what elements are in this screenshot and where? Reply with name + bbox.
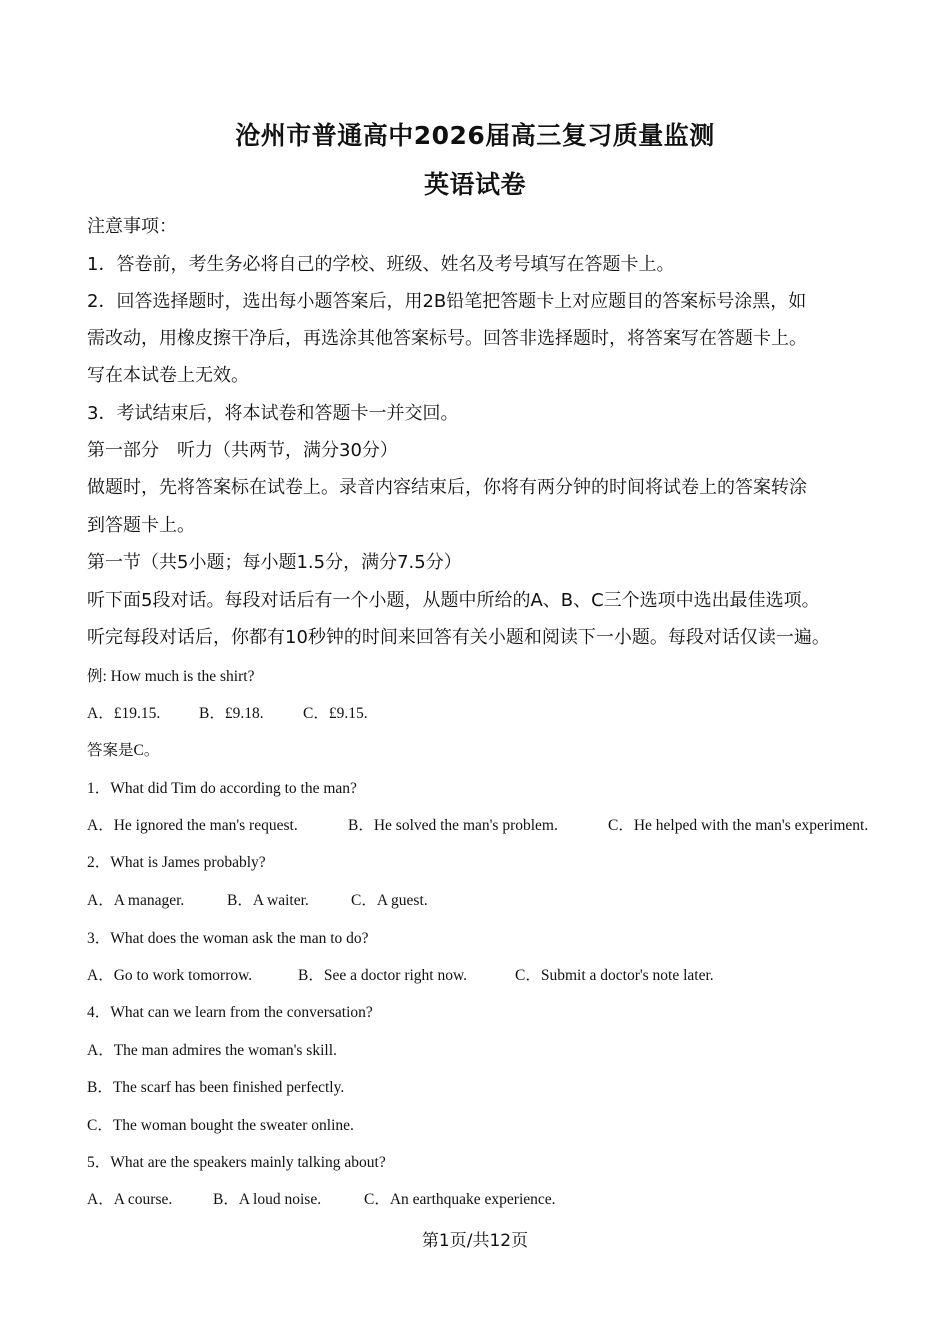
question-5-options xyxy=(87,1187,556,1209)
notes-item-2-line-2: 需改动，用橡皮擦干净后，再选涂其他答案标号。回答非选择题时，将答案写在答题卡上。 xyxy=(87,328,807,349)
question-3-option-a: A．Go to work tomorrow. xyxy=(87,967,253,984)
notes-item-3: 3．考试结束后，将本试卷和答题卡一并交回。 xyxy=(87,403,459,424)
part1-heading: 第一部分 听力（共两节，满分30分） xyxy=(87,440,398,461)
question-4: 4．What can we learn from the conversation? xyxy=(87,1004,373,1021)
section1-heading: 第一节（共5小题；每小题1.5分，满分7.5分） xyxy=(87,552,462,573)
notes-heading: 注意事项： xyxy=(87,216,177,237)
question-2-option-b: B．A waiter. xyxy=(227,892,309,909)
question-2-option-c: C．A guest. xyxy=(351,892,428,909)
question-3-option-c: C．Submit a doctor's note later. xyxy=(515,967,714,984)
question-3-options xyxy=(87,963,714,985)
question-2-options xyxy=(87,888,428,910)
notes-item-2-line-3: 写在本试卷上无效。 xyxy=(87,365,249,386)
question-5-option-b: B．A loud noise. xyxy=(213,1191,322,1208)
example-options xyxy=(87,701,368,723)
part1-instruction-line-1: 做题时，先将答案标在试卷上。录音内容结束后，你将有两分钟的时间将试卷上的答案转涂 xyxy=(87,477,807,498)
example-option-c: C．£9.15. xyxy=(303,705,368,722)
question-2-option-a: A．A manager. xyxy=(87,892,185,909)
example-option-a: A．£19.15. xyxy=(87,705,161,722)
question-3: 3．What does the woman ask the man to do? xyxy=(87,930,369,947)
example-question: 例: How much is the shirt? xyxy=(87,668,255,685)
page-number: 第1页/共12页 xyxy=(421,1231,529,1251)
example-answer: 答案是C。 xyxy=(87,742,160,759)
question-1-option-a: A．He ignored the man's request. xyxy=(87,817,298,834)
question-3-option-b: B．See a doctor right now. xyxy=(298,967,468,984)
exam-title: 沧州市普通高中2026届高三复习质量监测 xyxy=(235,121,715,150)
question-5-option-a: A．A course. xyxy=(87,1191,173,1208)
example-option-b: B．£9.18. xyxy=(199,705,264,722)
question-1-options xyxy=(87,813,868,835)
part1-instruction-line-2: 到答题卡上。 xyxy=(87,515,195,536)
question-1: 1．What did Tim do according to the man? xyxy=(87,780,357,797)
section1-instruction-line-1: 听下面5段对话。每段对话后有一个小题，从题中所给的A、B、C三个选项中选出最佳选项。 xyxy=(87,590,820,611)
question-2: 2．What is James probably? xyxy=(87,854,266,871)
question-1-option-c: C．He helped with the man's experiment. xyxy=(608,817,869,834)
question-4-option-b: B．The scarf has been finished perfectly. xyxy=(87,1079,345,1096)
question-4-option-a: A．The man admires the woman's skill. xyxy=(87,1042,337,1059)
notes-item-2-line-1: 2．回答选择题时，选出每小题答案后，用2B铅笔把答题卡上对应题目的答案标号涂黑，如 xyxy=(87,291,807,312)
exam-subtitle: 英语试卷 xyxy=(423,170,526,199)
notes-item-1: 1．答卷前，考生务必将自己的学校、班级、姓名及考号填写在答题卡上。 xyxy=(87,254,675,275)
section1-instruction-line-2: 听完每段对话后，你都有10秒钟的时间来回答有关小题和阅读下一小题。每段对话仅读一遍。 xyxy=(87,627,830,648)
question-5: 5．What are the speakers mainly talking about? xyxy=(87,1154,386,1171)
question-1-option-b: B．He solved the man's problem. xyxy=(348,817,558,834)
question-5-option-c: C．An earthquake experience. xyxy=(364,1191,556,1208)
question-4-option-c: C．The woman bought the sweater online. xyxy=(87,1117,354,1134)
